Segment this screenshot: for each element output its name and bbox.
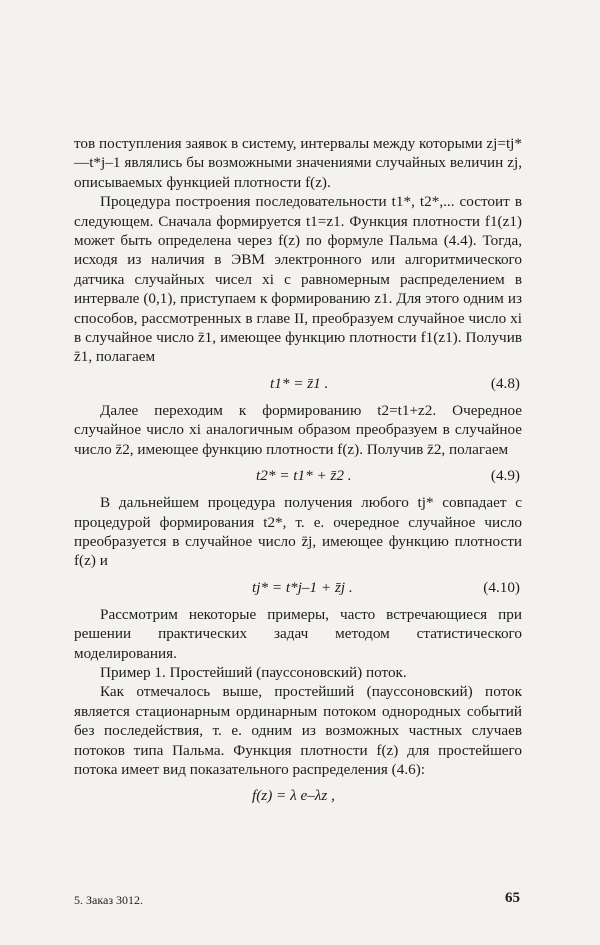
formula-exponential [74, 779, 522, 813]
paragraph-2: Процедура построения последовательности t1*, t2*,... состоит в следующем. Сначала формируется t1=z1. Функция плотности f1(z1) может быть определена через f(z) по формуле Пальма (4.4). Тогда, исходя из наличия в ЭВМ электронного или алгоритмического датчика случайных чисел xi с равномерным распределением в интервале (0,1), приступаем к формированию z1. Для этого одним из способов, рассмотренных в главе II, преобразуем случайное число xi в случайное число z̄1, имеющее функцию плотности f1(z1). Получив z̄1, полагаем [74, 193, 522, 366]
page-number: 65 [505, 890, 520, 906]
paragraph-1: тов поступления заявок в систему, интервалы между которыми zj=tj*—t*j–1 являлись бы возможными значениями случайных величин zj, описываемых функцией плотности f(z). [74, 135, 522, 191]
formula-exponential-expr: f(z) = λ e–λz , [252, 787, 335, 805]
paragraph-4: В дальнейшем процедура получения любого tj* совпадает с процедурой формирования t2*, т. е. очередное случайное число преобразуется в случайное число z̄j, имеющее функцию плотности f(z) и [74, 494, 522, 570]
paragraph-6: Как отмечалось выше, простейший (пауссоновский) поток является стационарным ординарным потоком однородных событий без последействия, т. е. одним из возможных частных случаев потоков типа Пальма. Функция плотности f(z) для простейшего потока имеет вид показательного распределения (4.6): [74, 683, 522, 778]
formula-4-10-number: (4.10) [483, 578, 520, 596]
paragraph-5: Рассмотрим некоторые примеры, часто встречающиеся при решении практических задач методом статистического моделирования. [74, 605, 522, 662]
formula-4-9-number: (4.9) [490, 467, 520, 485]
formula-4-10-expr: tj* = t*j–1 + z̄j . [252, 578, 353, 596]
formula-4-8 [74, 367, 522, 401]
printer-signature: 5. Заказ 3012. [74, 893, 144, 907]
formula-4-8-number: (4.8) [490, 374, 520, 392]
formula-4-9-expr: t2* = t1* + z̄2 . [256, 467, 352, 485]
formula-4-8-expr: t1* = z̄1 . [270, 374, 329, 392]
page-body [74, 134, 522, 813]
formula-4-9 [74, 459, 522, 493]
example-heading: Пример 1. Простейший (пауссоновский) поток. [100, 663, 407, 681]
formula-4-10 [74, 571, 522, 605]
paragraph-3: Далее переходим к формированию t2=t1+z2. Очередное случайное число xi аналогичным образом преобразуем в случайное число z̄2, имеющее функцию плотности f(z). Получив z̄2, полагаем [74, 401, 522, 458]
